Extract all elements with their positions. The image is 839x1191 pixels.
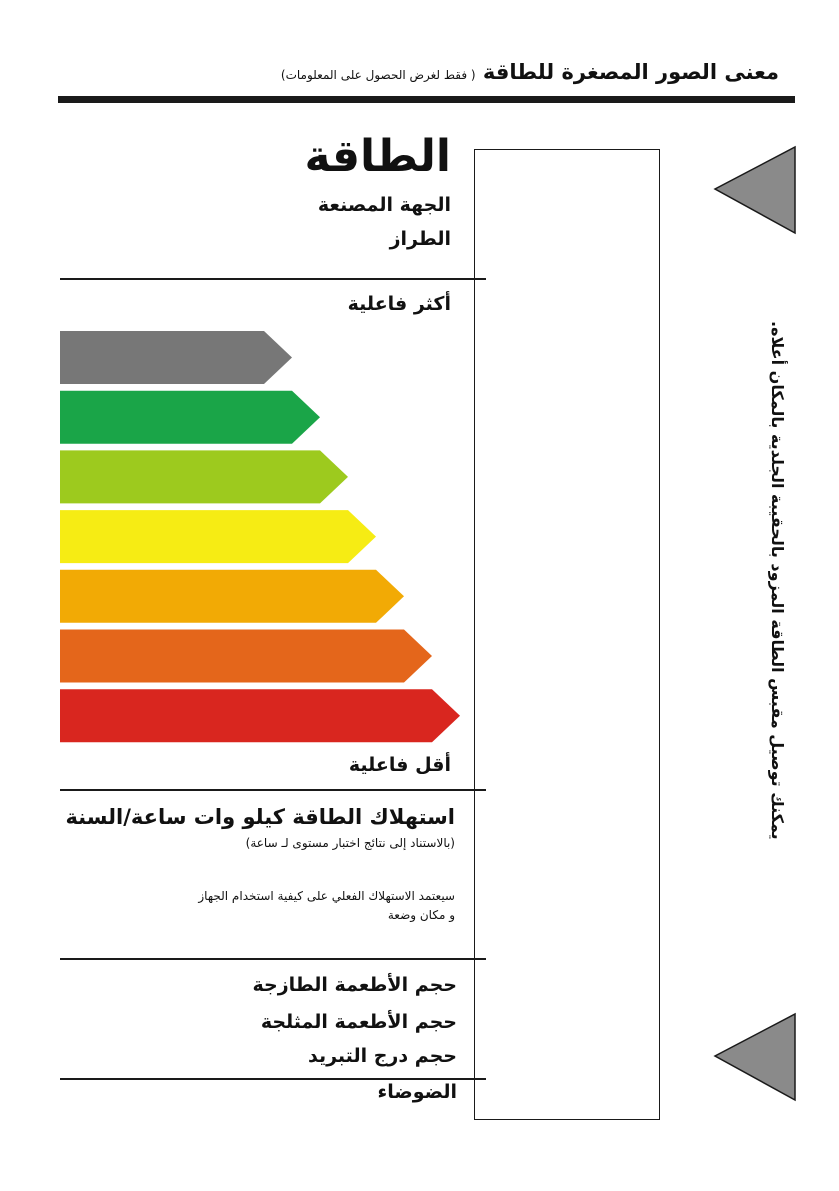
manufacturer-label: الجهة المصنعة bbox=[317, 194, 451, 216]
model-label: الطراز bbox=[389, 228, 451, 250]
header-divider bbox=[58, 96, 795, 103]
efficiency-bar-7 bbox=[60, 689, 460, 742]
efficiency-bar-6 bbox=[60, 630, 432, 683]
page-title bbox=[281, 60, 779, 84]
efficiency-bar-4 bbox=[60, 510, 376, 563]
chiller-volume-label: حجم درج التبريد bbox=[308, 1045, 457, 1067]
side-instruction: يمكنك توصيل مقبس الطاقة المزود بالحقيبة الجلدية بالمكان أعلاه. bbox=[768, 321, 787, 840]
label-placeholder-box bbox=[474, 149, 660, 1120]
fresh-food-volume-label: حجم الأطعمة الطازجة bbox=[252, 974, 457, 996]
more-efficient-label: أكثر فاعلية bbox=[347, 293, 451, 315]
triangle-marker-bottom-icon bbox=[713, 1012, 797, 1102]
less-efficient-label: أقل فاعلية bbox=[348, 754, 451, 776]
noise-label: الضوضاء bbox=[377, 1081, 457, 1103]
title-text: معنى الصور المصغرة للطاقة bbox=[482, 60, 779, 84]
consumption-note: (بالاستناد إلى نتائج اختبار مستوى لـ ساعة) bbox=[245, 836, 455, 850]
triangle-marker-top-icon bbox=[713, 145, 797, 235]
efficiency-bar-3 bbox=[60, 450, 348, 503]
energy-heading: الطاقة bbox=[304, 131, 451, 182]
efficiency-bar-2 bbox=[60, 391, 320, 444]
frozen-food-volume-label: حجم الأطعمة المثلجة bbox=[260, 1011, 457, 1033]
section-divider bbox=[60, 958, 486, 960]
actual-consumption-note: سيعتمد الاستهلاك الفعلي على كيفية استخدام الجهاز و مكان وضعة bbox=[198, 889, 455, 922]
consumption-heading: استهلاك الطاقة كيلو وات ساعة/السنة bbox=[65, 805, 455, 829]
section-divider bbox=[60, 789, 486, 791]
efficiency-bar-1 bbox=[60, 331, 292, 384]
section-divider bbox=[60, 278, 486, 280]
efficiency-scale bbox=[60, 330, 470, 750]
title-note: ( فقط لغرض الحصول على المعلومات) bbox=[280, 68, 476, 82]
section-divider bbox=[60, 1078, 486, 1080]
efficiency-bar-5 bbox=[60, 570, 404, 623]
